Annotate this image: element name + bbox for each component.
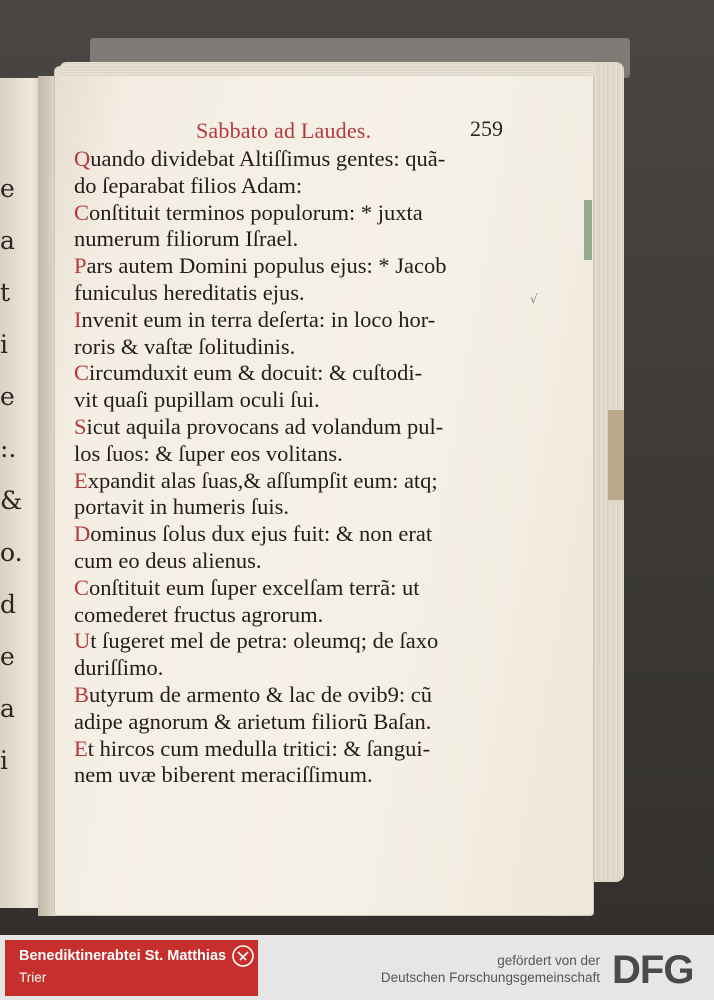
verse-line-1 bbox=[74, 682, 534, 709]
left-page-fragment: e bbox=[0, 642, 15, 671]
verse bbox=[74, 736, 534, 790]
verse-line-2: adipe agnorum & arietum filiorũ Baſan. bbox=[74, 708, 432, 734]
rubric-initial: D bbox=[74, 521, 91, 547]
left-page-fragment: o. bbox=[0, 538, 23, 567]
verse-line-2: los ſuos: & ſuper eos volitans. bbox=[74, 440, 343, 466]
left-page-fragment: t bbox=[0, 278, 11, 307]
verse-line-2: numerum filiorum Iſrael. bbox=[74, 226, 299, 252]
left-page-fragment: i bbox=[0, 330, 8, 359]
verse bbox=[74, 414, 534, 468]
rubric-initial: P bbox=[74, 253, 87, 279]
rubric-initial: E bbox=[74, 467, 88, 493]
verse bbox=[74, 468, 534, 522]
verse-line-2: comederet fructus agrorum. bbox=[74, 601, 324, 627]
verse-line-1 bbox=[74, 414, 534, 441]
verse-line-1 bbox=[74, 736, 534, 763]
verse-text: ominus ſolus dux ejus fuit: & non erat bbox=[90, 521, 433, 547]
page-tab bbox=[608, 410, 624, 500]
rubric-initial: I bbox=[74, 306, 82, 332]
psalm-text bbox=[74, 146, 534, 789]
verse-line-2: vit quaſi pupillam oculi ſui. bbox=[74, 387, 320, 413]
institution-city: Trier bbox=[19, 970, 47, 985]
left-page-fragment: d bbox=[0, 590, 17, 619]
rubric-initial: B bbox=[74, 681, 90, 707]
verse bbox=[74, 682, 534, 736]
verse-text: onſtituit terminos populorum: * juxta bbox=[89, 199, 423, 225]
verse-text: ars autem Domini populus ejus: * Jacob bbox=[86, 253, 447, 279]
page-number: 259 bbox=[470, 116, 503, 141]
left-page-fragment: :. bbox=[0, 434, 17, 463]
rubric-initial: E bbox=[74, 735, 88, 761]
verse bbox=[74, 360, 534, 414]
verse-line-2: funiculus hereditatis ejus. bbox=[74, 279, 305, 305]
verse-text: icut aquila provocans ad volandum pul- bbox=[86, 413, 444, 439]
verse-line-2: duriſſimo. bbox=[74, 655, 164, 681]
running-head: Sabbato ad Laudes. bbox=[196, 118, 372, 143]
institution-name: Benediktinerabtei St. Matthias bbox=[19, 948, 227, 964]
dfg-logo-icon[interactable] bbox=[610, 945, 708, 989]
verse-text: t ſugeret mel de petra: oleumq; de ſaxo bbox=[90, 628, 439, 654]
left-page-fragment: a bbox=[0, 226, 15, 255]
verse-line-1 bbox=[74, 360, 534, 387]
verse-line-2: do ſeparabat filios Adam: bbox=[74, 172, 303, 198]
funding-line-2: Deutschen Forschungsgemeinschaft bbox=[380, 970, 600, 985]
rubric-initial: C bbox=[74, 574, 90, 600]
verse-text: ircumduxit eum & docuit: & cuſtodi- bbox=[89, 360, 423, 386]
verse bbox=[74, 200, 534, 254]
verse-line-1 bbox=[74, 521, 534, 548]
svg-text:DFG: DFG bbox=[612, 948, 694, 989]
left-page-fragment: a bbox=[0, 694, 15, 723]
rubric-initial: C bbox=[74, 199, 90, 225]
verse-line-2: roris & vaſtæ ſolitudinis. bbox=[74, 333, 296, 359]
verse-line-1 bbox=[74, 307, 534, 334]
verse-text: xpandit alas ſuas,& aſſumpſit eum: atq; bbox=[87, 467, 438, 493]
verse bbox=[74, 146, 534, 200]
seal-icon bbox=[232, 945, 254, 967]
verse bbox=[74, 628, 534, 682]
left-page-fragment: i bbox=[0, 746, 8, 775]
rubric-initial: Q bbox=[74, 146, 91, 171]
left-page-fragment: e bbox=[0, 382, 15, 411]
verse bbox=[74, 575, 534, 629]
verse bbox=[74, 521, 534, 575]
left-page-fragment: e bbox=[0, 174, 15, 203]
verse-line-2: portavit in humeris ſuis. bbox=[74, 494, 289, 520]
verse-text: uando dividebat Altiſſimus gentes: quã- bbox=[90, 146, 446, 171]
bookmark-ribbon bbox=[584, 200, 592, 260]
institution-badge[interactable] bbox=[5, 940, 258, 996]
verse bbox=[74, 253, 534, 307]
rubric-initial: C bbox=[74, 360, 90, 386]
verse-line-1 bbox=[74, 575, 534, 602]
verse-text: utyrum de armento & lac de ovib9: cũ bbox=[89, 681, 433, 707]
verse-line-1 bbox=[74, 200, 534, 227]
verse-line-1 bbox=[74, 628, 534, 655]
funding-note bbox=[381, 952, 600, 986]
funding-line-1: gefördert von der bbox=[497, 953, 600, 968]
pencil-mark: √ bbox=[530, 292, 538, 306]
verse-line-2: cum eo deus alienus. bbox=[74, 547, 262, 573]
verse-line-1 bbox=[74, 146, 534, 173]
left-page-fragment: & bbox=[0, 486, 23, 515]
rubric-initial: U bbox=[74, 628, 91, 654]
verse-text: nvenit eum in terra deſerta: in loco hor- bbox=[81, 306, 436, 332]
rubric-initial: S bbox=[74, 413, 87, 439]
verse-text: onſtituit eum ſuper excelſam terrã: ut bbox=[89, 574, 420, 600]
page-top-edge bbox=[60, 62, 595, 76]
verse bbox=[74, 307, 534, 361]
verse-text: t hircos cum medulla tritici: & ſangui- bbox=[87, 735, 431, 761]
verse-line-1 bbox=[74, 468, 534, 495]
verse-line-1 bbox=[74, 253, 534, 280]
verse-line-2: nem uvæ biberent meraciſſimum. bbox=[74, 762, 373, 788]
